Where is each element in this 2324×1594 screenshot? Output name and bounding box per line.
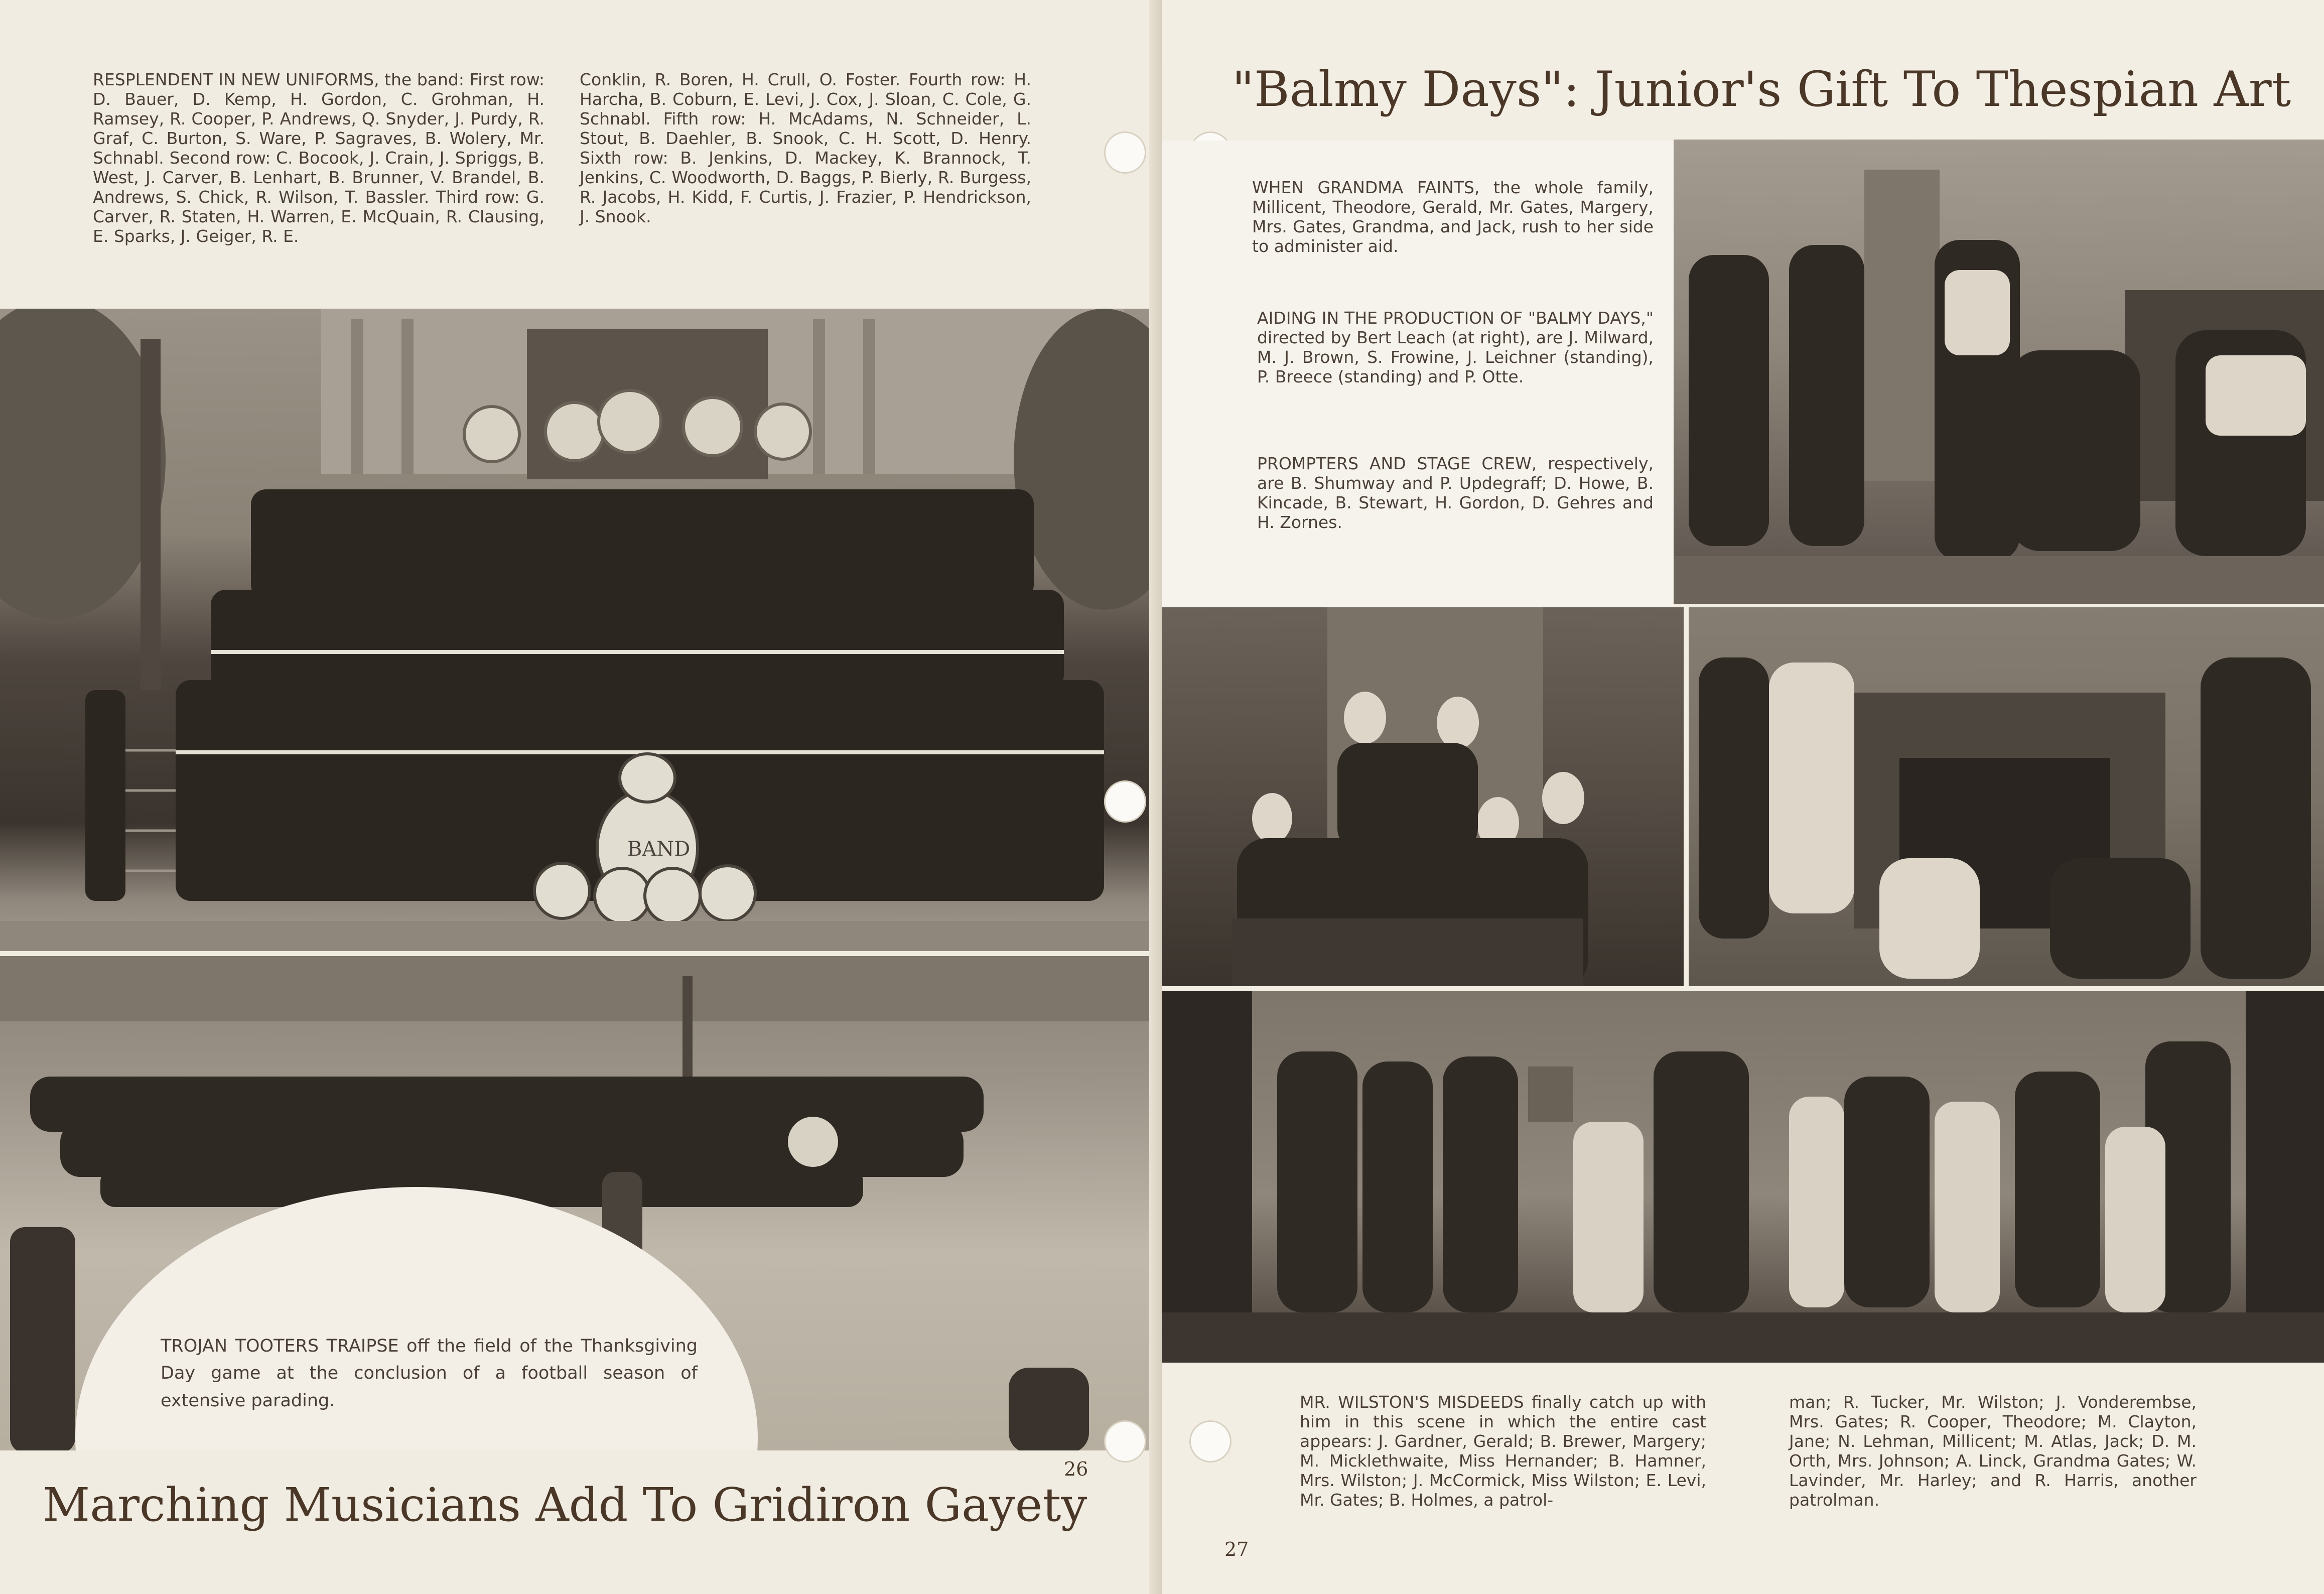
- page-number-right: 27: [1224, 1538, 1249, 1560]
- stage-crew-caption: PROMPTERS AND STAGE CREW, respectively, are B. Shumway and P. Updegraff; D. Howe, B. Kincade, B. Stewart, H. Gordon, D. Gehres and H. Zornes.: [1257, 454, 1654, 532]
- bass-drum-lettering: BAND: [627, 838, 691, 861]
- full-cast-photo: [1162, 991, 2324, 1363]
- right-page: [1162, 0, 2324, 1594]
- full-cast-art: [1162, 991, 2324, 1363]
- production-caption: AIDING IN THE PRODUCTION OF "BALMY DAYS," directed by Bert Leach (at right), are J. Milward, M. J. Brown, S. Frowine, J. Leichner (standing), P. Breece (standing) and P. Otte.: [1257, 308, 1654, 386]
- production-photo: [1162, 607, 1684, 986]
- page-number-left: 26: [1064, 1458, 1088, 1480]
- band-caption-col1: RESPLENDENT IN NEW UNIFORMS, the band: First row: D. Bauer, D. Kemp, H. Gordon, C. Grohman, H. Ramsey, R. Cooper, P. Andrews, Q. Snyder, J. Purdy, R. Graf, C. Burton, S. Ware, P. Sagraves, B. Wolery, Mr. Schnabl. Second row: C. Bocook, J. Crain, J. Spriggs, B. West, J. Carver, B. Lenhart, B. Brunner, V. Brandel, B. Andrews, S. Chick, R. Wilson, T. Bassler. Third row: G. Carver, R. Staten, H. Warren, E. McQuain, R. Clausing, E. Sparks, J. Geiger, R. E.: [93, 70, 544, 246]
- full-cast-caption-col2: man; R. Tucker, Mr. Wilston; J. Vonderembse, Mrs. Gates; R. Cooper, Theodore; M. Clayton, Jane; N. Lehman, Millicent; M. Atlas, Jack; D. M. Orth, Mrs. Johnson; A. Linck, Grandma Gates; W. Lavinder, Mr. Harley; and R. Harris, another patrolman.: [1789, 1392, 2197, 1510]
- production-art: [1162, 607, 1684, 986]
- binder-hole: [1104, 131, 1146, 174]
- stage-crew-art: [1689, 607, 2324, 986]
- band-caption-col2: Conklin, R. Boren, H. Crull, O. Foster. Fourth row: H. Harcha, B. Coburn, E. Levi, J. Cox, J. Sloan, C. Cole, G. Schnabl. Fifth row: H. McAdams, N. Schneider, L. Stout, B. Daehler, B. Snook, C. H. Scott, D. Henry. Sixth row: B. Jenkins, D. Mackey, K. Brannock, T. Jenkins, C. Woodworth, D. Baggs, P. Bierly, R. Burgess, R. Jacobs, H. Kidd, F. Curtis, J. Frazier, P. Hendrickson, J. Snook.: [580, 70, 1031, 226]
- left-headline: Marching Musicians Add To Gridiron Gayety: [43, 1478, 1087, 1532]
- right-headline: "Balmy Days": Junior's Gift To Thespian Art: [1232, 61, 2291, 117]
- band-photo: [0, 309, 1160, 951]
- binder-hole: [1104, 780, 1146, 823]
- binder-hole: [1189, 1420, 1232, 1463]
- stage-crew-photo: [1689, 607, 2324, 986]
- full-cast-caption-col1: MR. WILSTON'S MISDEEDS finally catch up with him in this scene in which the entire cast appears: J. Gardner, Gerald; B. Brewer, Margery; M. Micklethwaite, Miss Hernander; B. Hamner, Mrs. Wilston; J. McCormick, Miss Wilston; E. Levi, Mr. Gates; B. Holmes, a patrol-: [1300, 1392, 1706, 1510]
- binder-hole: [1104, 1420, 1146, 1463]
- grandma-faints-art: [1674, 140, 2324, 604]
- band-photo-art: [0, 309, 1160, 951]
- field-caption: TROJAN TOOTERS TRAIPSE off the field of the Thanksgiving Day game at the conclusion of a football season of extensive parading.: [161, 1336, 698, 1411]
- grandma-faints-photo: [1674, 140, 2324, 604]
- grandma-faints-caption: WHEN GRANDMA FAINTS, the whole family, Millicent, Theodore, Gerald, Mr. Gates, Margery, Mrs. Gates, Grandma, and Jack, rush to her side to administer aid.: [1252, 178, 1654, 256]
